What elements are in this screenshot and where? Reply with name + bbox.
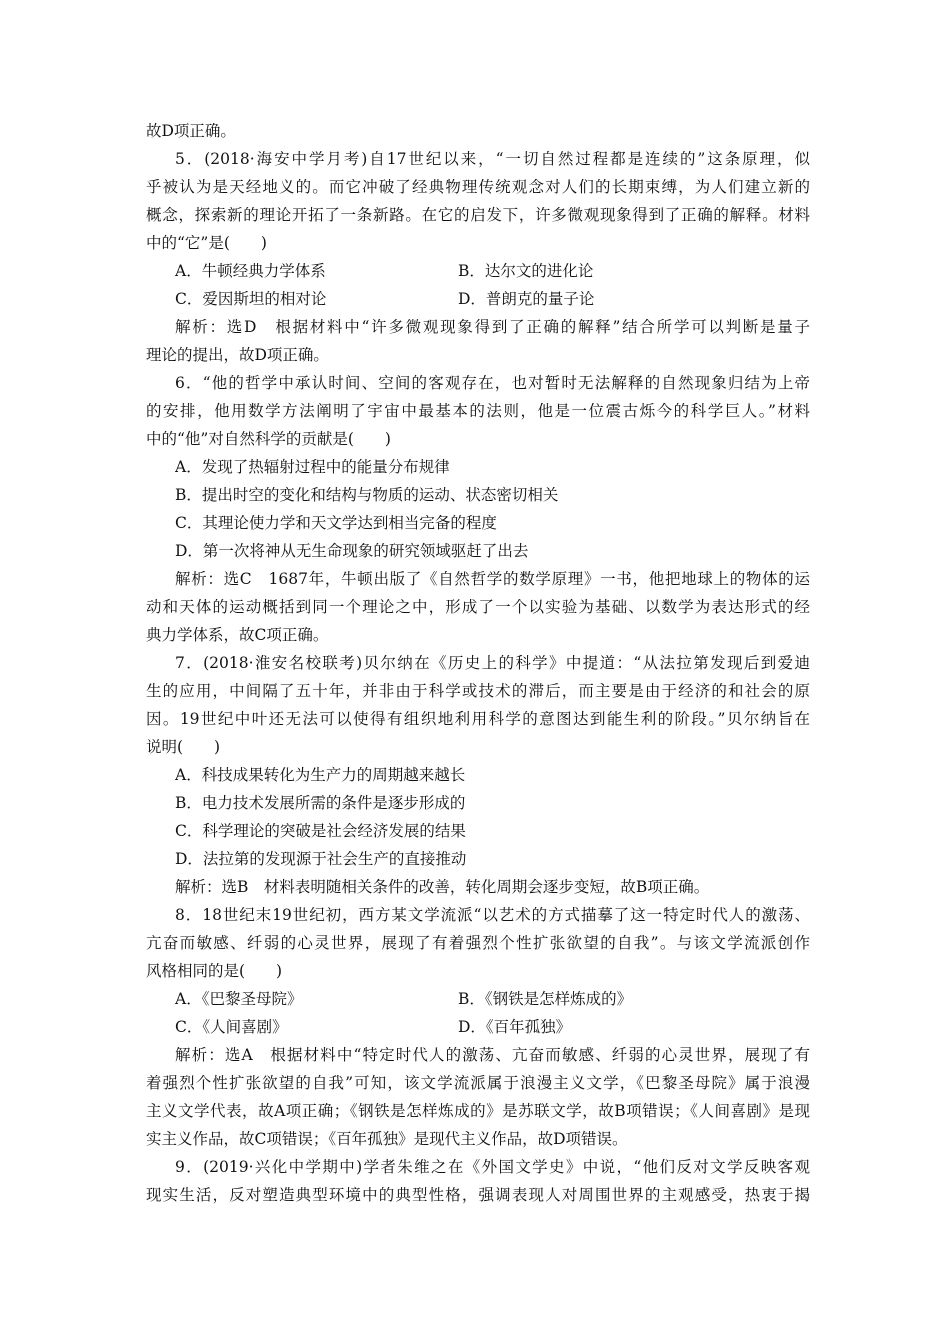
q6-option-a: A．发现了热辐射过程中的能量分布规律 xyxy=(175,458,450,476)
q5-option-a: A．牛顿经典力学体系 xyxy=(175,262,326,280)
question-6-stem: 6．“他的哲学中承认时间、空间的客观存在，也对暂时无法解释的自然现象归结为上帝 xyxy=(175,374,810,392)
q5-option-d: D．普朗克的量子论 xyxy=(458,290,595,308)
q8-option-b: B．《钢铁是怎样炼成的》 xyxy=(458,990,633,1008)
q6-option-b: B．提出时空的变化和结构与物质的运动、状态密切相关 xyxy=(175,486,559,504)
text-line: 中的“它”是( ) xyxy=(146,234,267,252)
text-line: 的安排，他用数学方法阐明了宇宙中最基本的法则，他是一位震古烁今的科学巨人。”材料 xyxy=(146,402,810,420)
q5-option-c: C．爱因斯坦的相对论 xyxy=(175,290,327,308)
q8-option-c: C．《人间喜剧》 xyxy=(175,1018,288,1036)
q6-option-d: D．第一次将神从无生命现象的研究领域驱赶了出去 xyxy=(175,542,529,560)
text-line: 实主义作品，故C项错误；《百年孤独》是现代主义作品，故D项错误。 xyxy=(146,1130,628,1148)
text-line: 因。19世纪中叶还无法可以使得有组织地利用科学的意图达到能生利的阶段。”贝尔纳旨在 xyxy=(146,710,810,728)
text-line: 乎被认为是天经地义的。而它冲破了经典物理传统观念对人们的长期束缚，为人们建立新的 xyxy=(146,178,810,196)
text-line: 理论的提出，故D项正确。 xyxy=(146,346,329,364)
question-5-stem: 5．(2018·海安中学月考)自17世纪以来，“一切自然过程都是连续的”这条原理，似 xyxy=(175,150,810,168)
q7-option-c: C．科学理论的突破是社会经济发展的结果 xyxy=(175,822,466,840)
text-line: 生的应用，中间隔了五十年，并非由于科学或技术的滞后，而主要是由于经济的和社会的原 xyxy=(146,682,810,700)
q5-analysis: 解析：选D 根据材料中“许多微观现象得到了正确的解释”结合所学可以判断是量子 xyxy=(175,318,810,336)
text-line: 中的“他”对自然科学的贡献是( ) xyxy=(146,430,391,448)
text-line: 说明( ) xyxy=(146,738,221,756)
q7-analysis: 解析：选B 材料表明随相关条件的改善，转化周期会逐步变短，故B项正确。 xyxy=(175,878,710,896)
text-line: 故D项正确。 xyxy=(146,122,236,140)
text-line: 概念，探索新的理论开拓了一条新路。在它的启发下，许多微观现象得到了正确的解释。材料 xyxy=(146,206,810,224)
text-line: 主义文学代表，故A项正确；《钢铁是怎样炼成的》是苏联文学，故B项错误；《人间喜剧》是现 xyxy=(146,1102,810,1120)
text-line: 动和天体的运动概括到同一个理论之中，形成了一个以实验为基础、以数学为表达形式的经 xyxy=(146,598,810,616)
text-line: 典力学体系，故C项正确。 xyxy=(146,626,329,644)
q7-option-b: B．电力技术发展所需的条件是逐步形成的 xyxy=(175,794,466,812)
q6-option-c: C．其理论使力学和天文学达到相当完备的程度 xyxy=(175,514,497,532)
q8-analysis: 解析：选A 根据材料中“特定时代人的激荡、亢奋而敏感、纤弱的心灵世界，展现了有 xyxy=(175,1046,810,1064)
question-7-stem: 7．(2018·淮安名校联考)贝尔纳在《历史上的科学》中提道：“从法拉第发现后到爱迪 xyxy=(175,654,810,672)
q6-analysis: 解析：选C 1687年，牛顿出版了《自然哲学的数学原理》一书，他把地球上的物体的运 xyxy=(175,570,810,588)
text-line: 亢奋而敏感、纤弱的心灵世界，展现了有着强烈个性扩张欲望的自我”。与该文学流派创作 xyxy=(146,934,810,952)
q8-option-d: D．《百年孤独》 xyxy=(458,1018,572,1036)
question-8-stem: 8．18世纪末19世纪初，西方某文学流派“以艺术的方式描摹了这一特定时代人的激荡、 xyxy=(175,906,810,924)
text-line: 着强烈个性扩张欲望的自我”可知，该文学流派属于浪漫主义文学，《巴黎圣母院》属于浪漫 xyxy=(146,1074,810,1092)
q8-option-a: A．《巴黎圣母院》 xyxy=(175,990,303,1008)
text-line: 风格相同的是( ) xyxy=(146,962,283,980)
q7-option-d: D．法拉第的发现源于社会生产的直接推动 xyxy=(175,850,467,868)
text-line: 现实生活，反对塑造典型环境中的典型性格，强调表现人对周围世界的主观感受，热衷于揭 xyxy=(146,1186,810,1204)
q5-option-b: B．达尔文的进化论 xyxy=(458,262,594,280)
question-9-stem: 9．(2019·兴化中学期中)学者朱维之在《外国文学史》中说，“他们反对文学反映客观 xyxy=(175,1158,810,1176)
q7-option-a: A．科技成果转化为生产力的周期越来越长 xyxy=(175,766,466,784)
